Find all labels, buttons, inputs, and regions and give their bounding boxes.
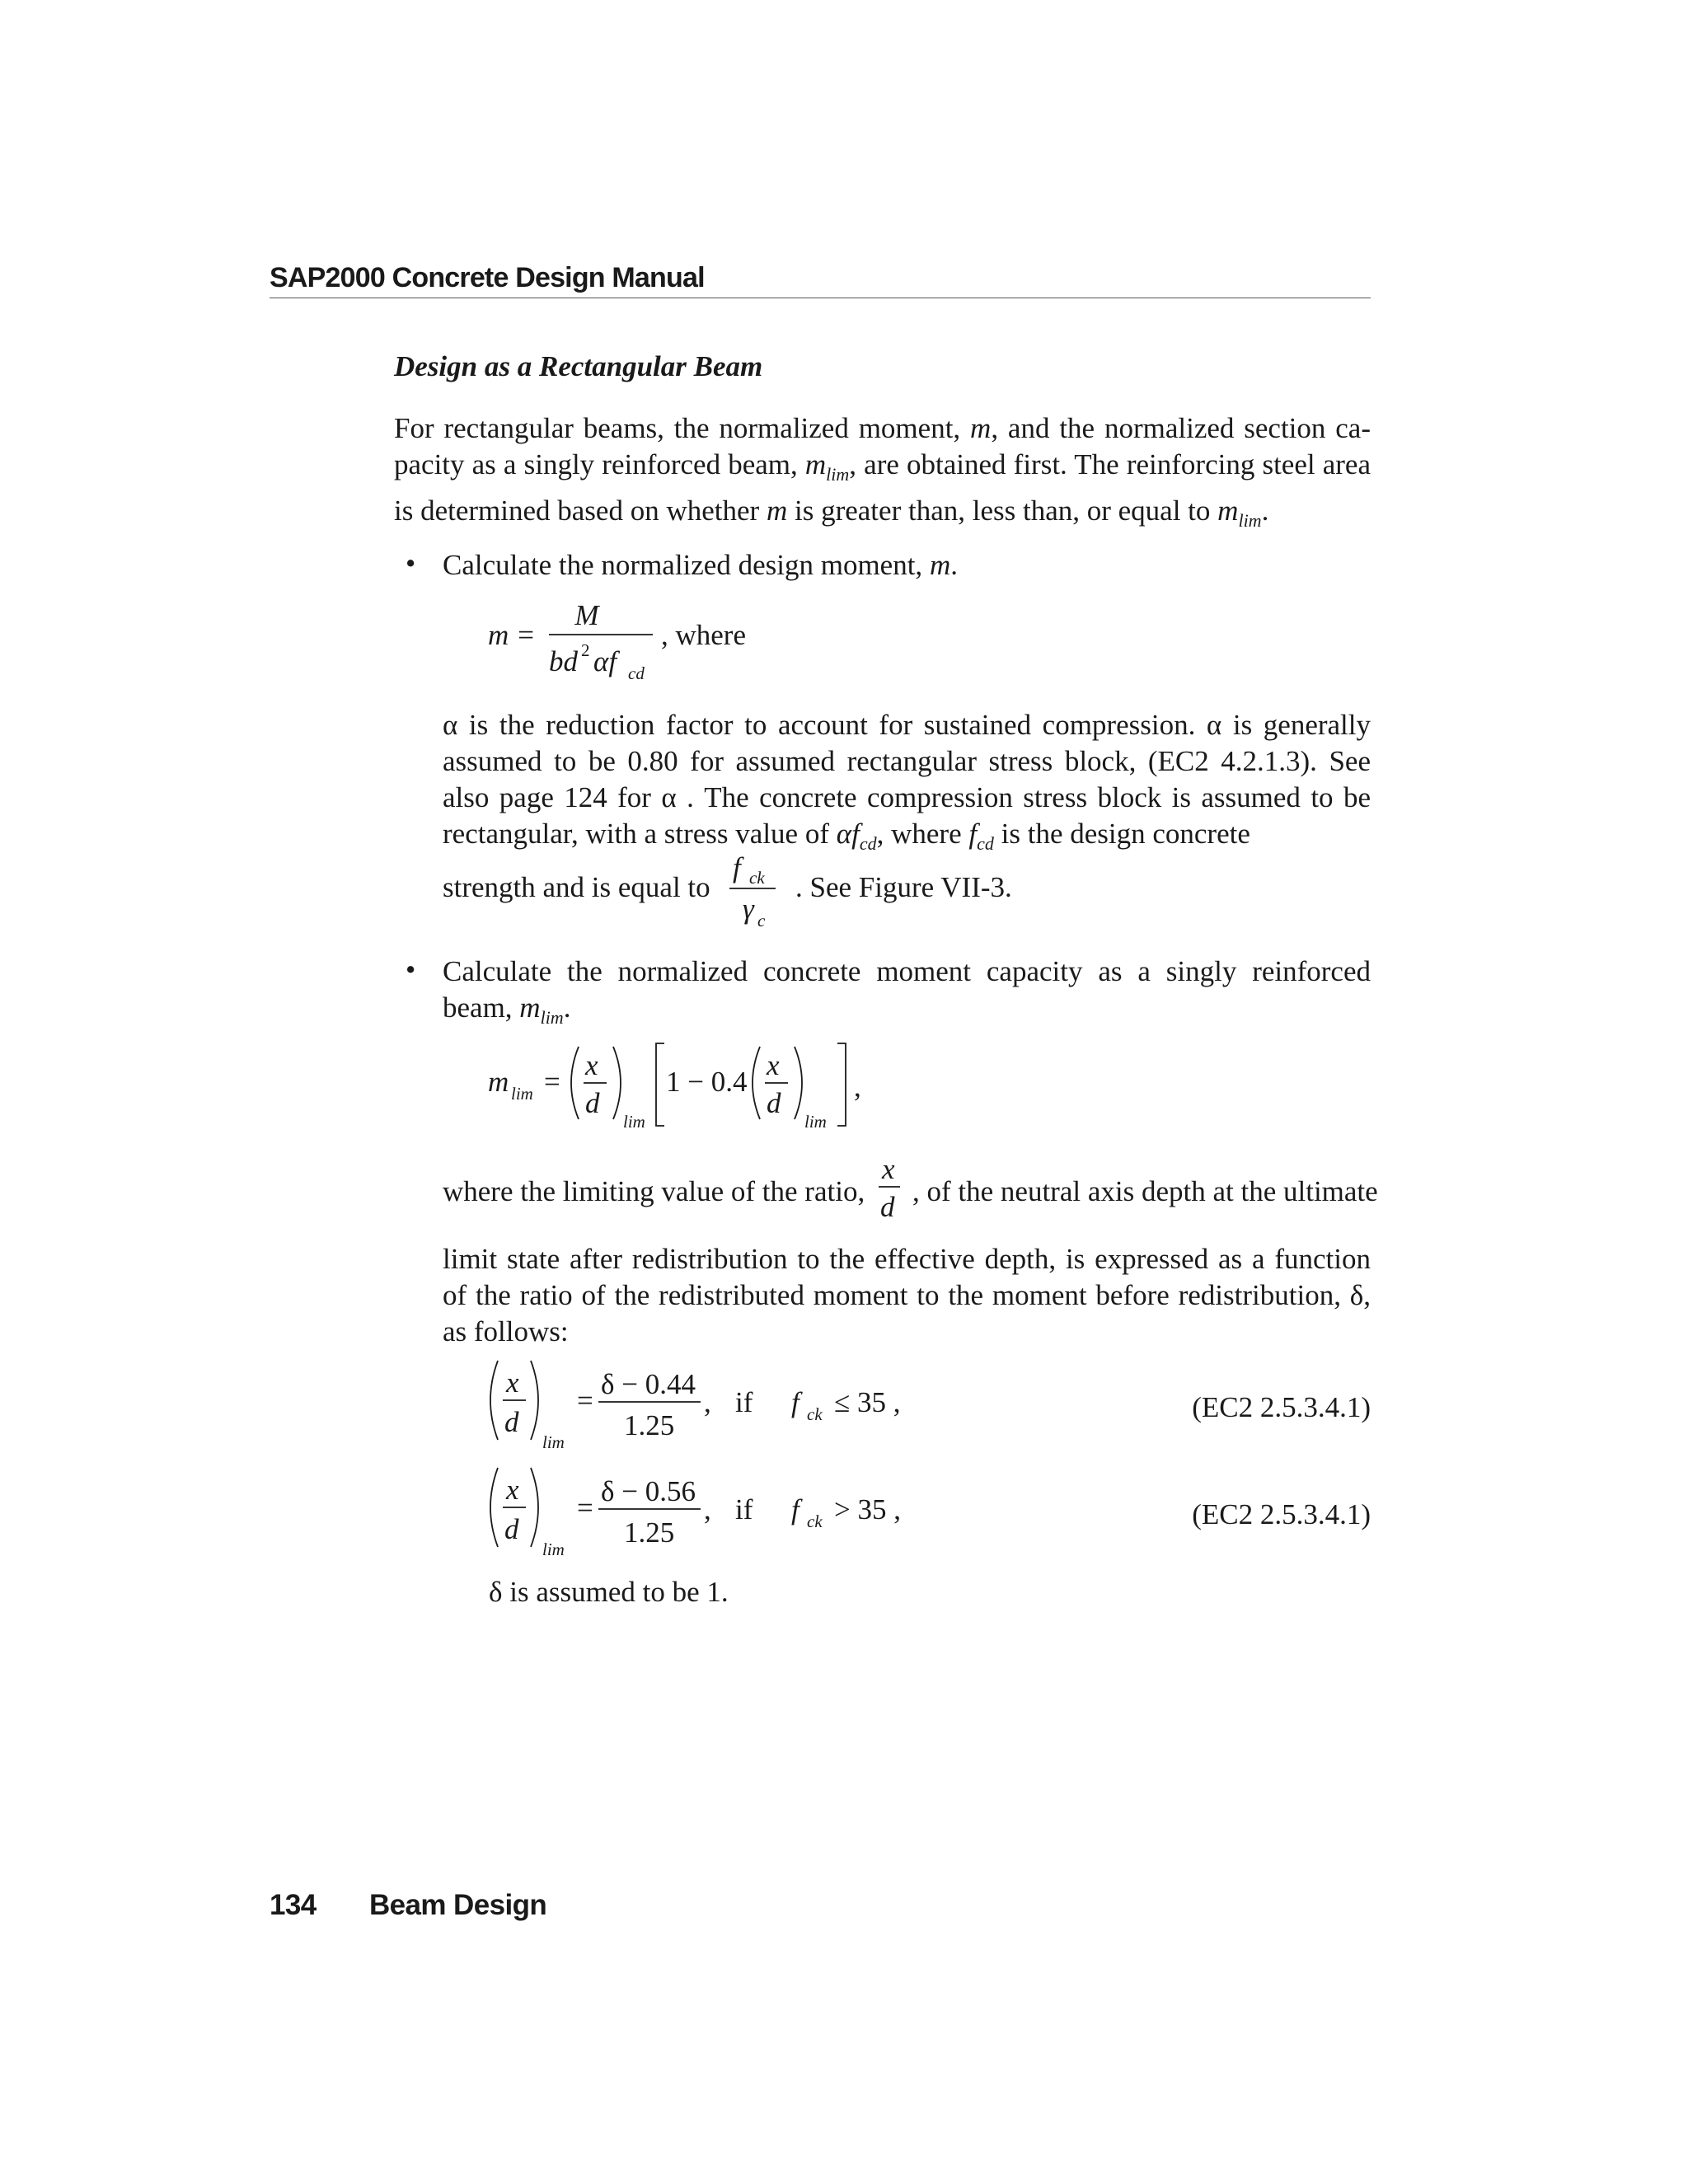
equation-reference: (EC2 2.5.3.4.1) [1192,1498,1371,1530]
see-figure: . See Figure VII-3. [795,871,1012,903]
eq-where: , where [661,619,747,651]
svg-text:lim: lim [542,1540,565,1559]
svg-text:,: , [704,1493,711,1526]
alpha-paragraph: α is the reduction factor to account for sustained compression. α is generally assumed to be 0.80 for assumed rectangular stress block, (EC2 4.2.1.3). See also page 124 for α . The concrete compression stress block is assumed to be rectangular, with a stress value of $\alpha f_{cd}$, where $f_{cd}$ is the design concrete [443,709,1371,854]
svg-text:1.25: 1.25 [624,1516,675,1549]
fraction-x-d [875,1154,908,1236]
svg-text:c: c [757,911,766,930]
svg-text:f: f [791,1493,799,1526]
svg-text:=: = [577,1492,593,1524]
equation-normalized-moment [478,593,808,692]
svg-text:if: if [735,1493,753,1526]
equation-xd-lim-1 [478,1356,940,1455]
svg-text:d: d [504,1513,519,1545]
equation-xd-lim-2 [478,1463,940,1562]
eq-exponent: 2 [581,640,590,660]
eq-lhs: m = [488,619,536,651]
svg-text:=: = [544,1066,560,1098]
svg-text:ck: ck [807,1404,823,1424]
svg-text:d: d [880,1191,895,1223]
svg-text:m: m [488,1066,509,1098]
delta-note: δ is assumed to be 1. [489,1576,729,1608]
fraction-fck-gammac [728,849,794,931]
svg-text:d: d [767,1087,781,1119]
running-header: SAP2000 Concrete Design Manual [270,262,705,293]
svg-text:≤ 35 ,: ≤ 35 , [834,1386,901,1418]
svg-text:d: d [504,1406,519,1438]
svg-text:x: x [506,1366,519,1399]
svg-text:if: if [735,1386,753,1418]
svg-text:x: x [506,1474,519,1506]
where-text: where the limiting value of the ratio, [443,1175,865,1207]
svg-text:ck: ck [807,1511,823,1531]
svg-text:lim: lim [542,1432,565,1452]
section-title: Design as a Rectangular Beam [394,350,763,382]
bullet-marker: • [406,954,416,986]
svg-text:lim: lim [623,1112,645,1132]
svg-text:lim: lim [804,1112,827,1132]
svg-text:,: , [704,1386,711,1418]
svg-text:> 35 ,: > 35 , [834,1493,901,1526]
svg-text:x: x [767,1049,780,1081]
svg-text:x: x [882,1154,895,1185]
bullet-text: Calculate the normalized design moment, m. [443,549,958,581]
svg-text:,: , [854,1071,861,1103]
svg-text:x: x [585,1049,598,1081]
page-number: 134 [270,1889,316,1921]
svg-text:cd: cd [628,663,645,683]
svg-text:d: d [585,1087,600,1119]
svg-text:γ: γ [743,893,754,925]
svg-text:f: f [733,851,741,883]
svg-text:αf: αf [593,645,617,677]
where-text-cont: , of the neutral axis depth at the ultimate [912,1175,1378,1207]
svg-text:=: = [577,1385,593,1417]
equation-reference: (EC2 2.5.3.4.1) [1192,1391,1371,1423]
bullet-marker: • [406,547,416,579]
svg-text:δ − 0.56: δ − 0.56 [601,1475,696,1507]
eq-denominator: bd [549,645,578,677]
svg-text:f: f [791,1386,799,1418]
svg-text:ck: ck [749,868,765,888]
svg-text:1.25: 1.25 [624,1409,675,1441]
svg-text:lim: lim [511,1084,533,1104]
equation-mlim [478,1040,907,1139]
limit-paragraph: limit state after redistribution to the effective depth, is expressed as a function of the ratio of the redistributed moment to the moment before redistribution, δ, as follows: [443,1243,1371,1347]
bullet-text: Calculate the normalized concrete moment capacity as a singly reinforced beam, $m_{lim}$. [443,955,1371,1028]
eq-numerator: M [574,599,599,631]
svg-text:1 − 0.4: 1 − 0.4 [666,1066,748,1098]
strength-text: strength and is equal to [443,871,710,903]
intro-paragraph: For rectangular beams, the normalized moment, m, and the normalized section ca-pacity as a singly reinforced beam, $m_{lim}$, are obtained first. The reinforcing steel area is determined based on whether m is greater than, less than, or equal to $m_{lim}$. [394,412,1371,531]
svg-text:δ − 0.44: δ − 0.44 [601,1368,696,1400]
chapter-title: Beam Design [369,1889,547,1921]
